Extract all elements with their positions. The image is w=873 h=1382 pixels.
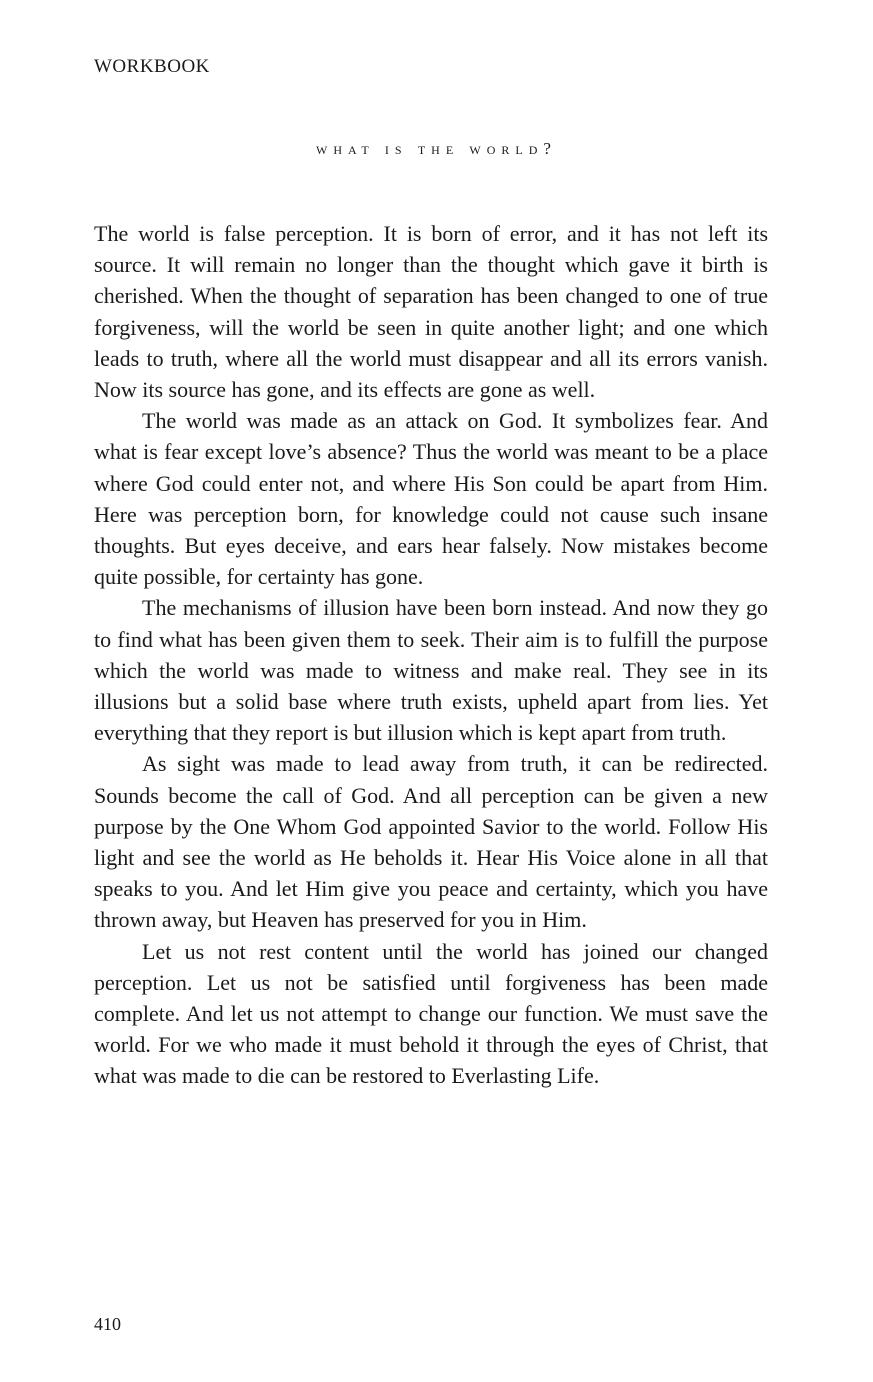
paragraph-3: The mechanisms of illusion have been born instead. And now they go to find what has been given them to seek. Their aim is to fulfill the purpose which the world was made to witness and make real. They see in its illusions but a solid base where truth exists, upheld apart from lies. Yet everything that they report is but illusion which is kept apart from truth. — [94, 595, 768, 746]
body-text — [94, 218, 768, 1092]
paragraph-5: Let us not rest content until the world has joined our changed perception. Let us not be satisfied until forgiveness has been made complete. And let us not attempt to change our function. We must save the world. For we who made it must behold it through the eyes of Christ, that what was made to die can be restored to Everlasting Life. — [94, 938, 768, 1089]
paragraph-4: As sight was made to lead away from truth, it can be redirected. Sounds become the call of God. And all perception can be given a new purpose by the One Whom God appointed Savior to the world. Follow His light and see the world as He beholds it. Hear His Voice alone in all that speaks to you. And let Him give you peace and certainty, which you have thrown away, but Heaven has preserved for you in Him. — [94, 751, 768, 933]
paragraph-2: The world was made as an attack on God. It symbolizes fear. And what is fear except love’s absence? Thus the world was meant to be a place where God could enter not, and where His Son could be apart from Him. Here was perception born, for knowledge could not cause such insane thoughts. But eyes deceive, and ears hear falsely. Now mistakes become quite possible, for certainty has gone. — [94, 408, 768, 590]
running-head: WORKBOOK — [94, 56, 210, 77]
paragraph-1: The world is false perception. It is born of error, and it has not left its source. It will remain no longer than the thought which gave it birth is cherished. When the thought of separation has been changed to one of true forgiveness, will the world be seen in quite another light; and one which leads to truth, where all the world must disappear and all its errors vanish. Now its source has gone, and its effects are gone as well. — [94, 221, 768, 403]
section-title: what is the world? — [316, 139, 557, 158]
page-number: 410 — [94, 1314, 121, 1334]
